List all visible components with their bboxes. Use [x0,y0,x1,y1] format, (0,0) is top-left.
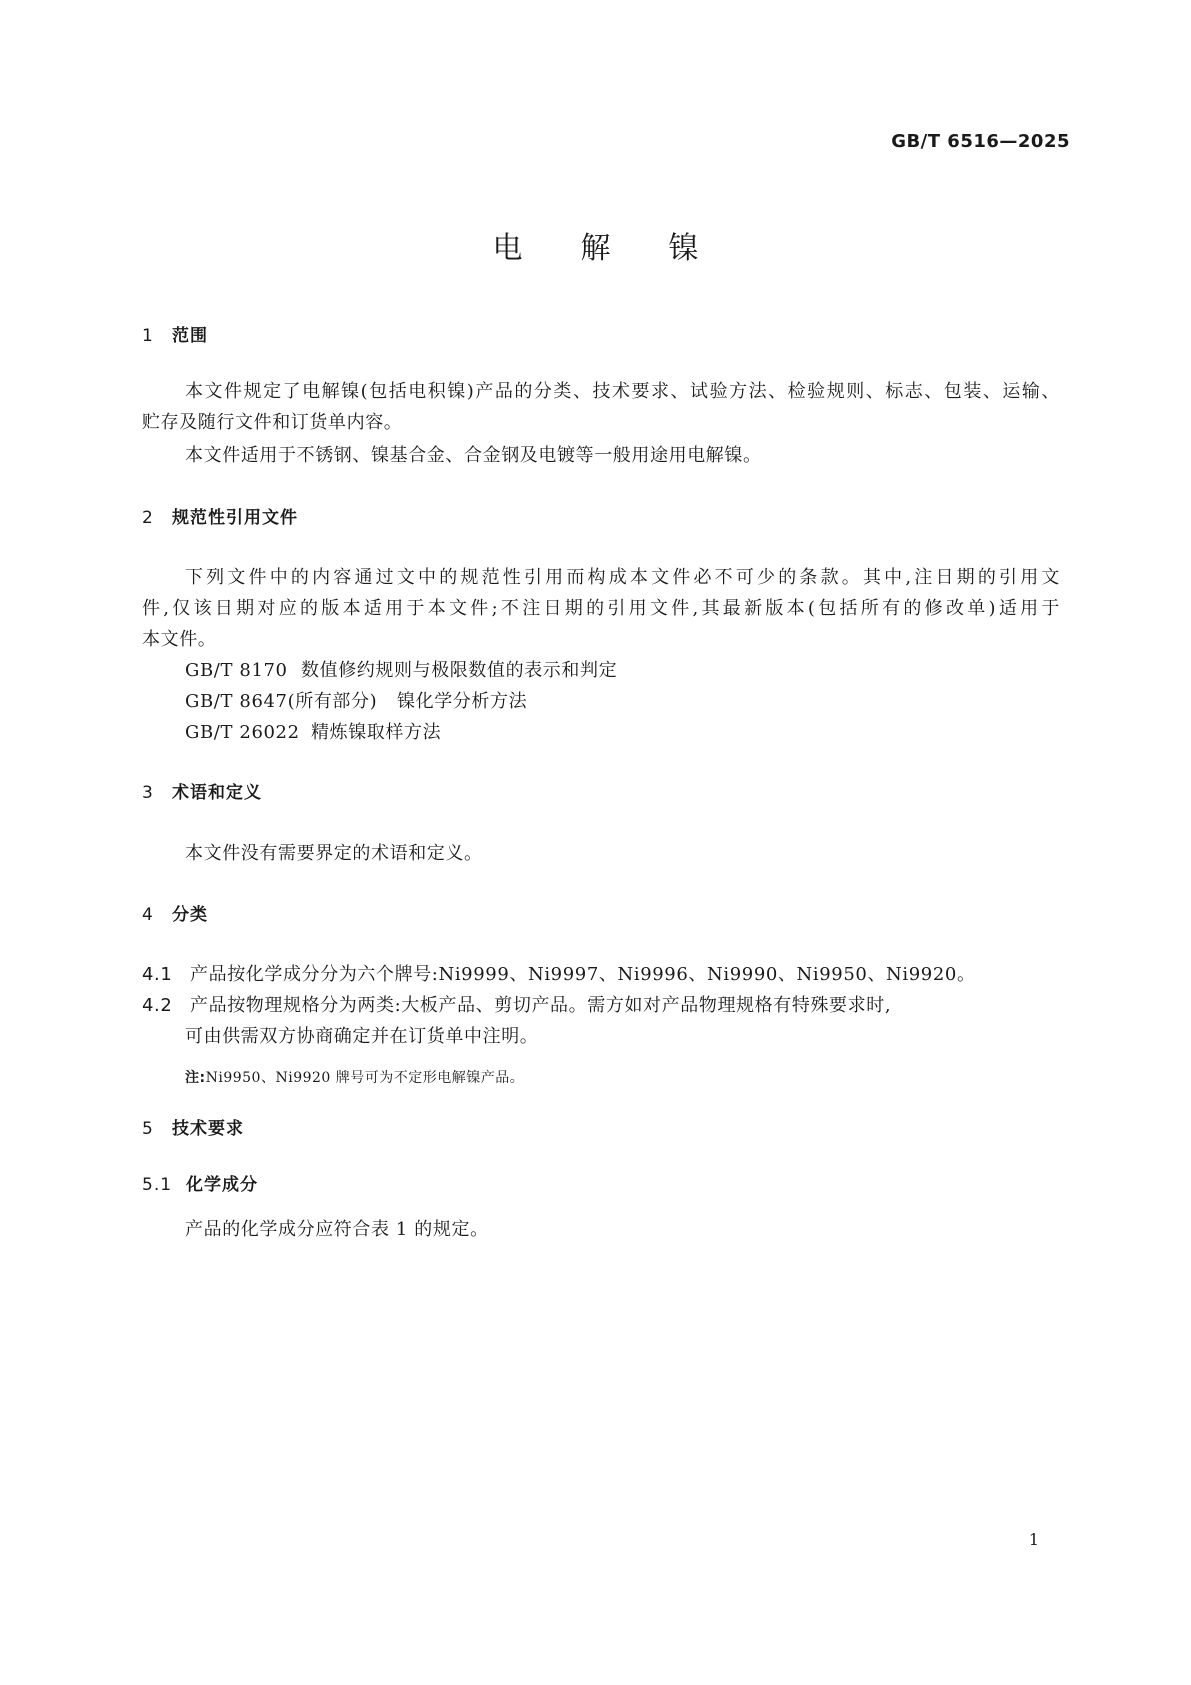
clause-4-2 [142,991,891,1017]
clause-text: 产品按物理规格分为两类:大板产品、剪切产品。需方如对产品物理规格有特殊要求时, [190,995,892,1016]
clause-text: 产品按化学成分分为六个牌号:Ni9999、Ni9997、Ni9996、Ni9990、Ni9950、Ni9920。 [190,964,976,985]
section-title: 术语和定义 [172,783,262,803]
section-2-heading [142,503,298,528]
standard-code: GB/T 6516—2025 [891,131,1070,152]
clause-4-1 [142,960,976,986]
note [185,1067,524,1087]
section-number: 1 [142,326,154,346]
scope-paragraph-line-2: 贮存及随行文件和订货单内容。 [142,412,403,433]
reference-code: GB/T 8647(所有部分) [185,691,378,712]
scope-paragraph-line-1: 本文件规定了电解镍(包括电积镍)产品的分类、技术要求、试验方法、检验规则、标志、包装、运输、 [185,381,1060,402]
references-paragraph-line-3: 本文件。 [142,629,217,650]
clause-number: 4.1 [142,964,173,985]
section-3-heading [142,778,262,803]
section-title: 分类 [172,905,208,925]
clause-number: 5.1 [142,1175,173,1195]
section-title: 范围 [172,326,208,346]
section-title: 技术要求 [172,1119,244,1139]
chemical-composition-paragraph: 产品的化学成分应符合表 1 的规定。 [185,1219,489,1240]
reference-item [185,718,441,744]
section-5-heading [142,1114,244,1139]
reference-title: 精炼镍取样方法 [311,722,442,743]
reference-item [185,656,617,682]
clause-5-1-heading [142,1170,258,1195]
reference-code: GB/T 8170 [185,660,288,681]
section-number: 4 [142,905,154,925]
reference-item [185,687,527,713]
references-paragraph-line-1: 下列文件中的内容通过文中的规范性引用而构成本文件必不可少的条款。其中,注日期的引用文 [185,567,1060,588]
clause-4-2-continuation: 可由供需双方协商确定并在订货单中注明。 [185,1026,539,1047]
clause-number: 4.2 [142,995,173,1016]
references-paragraph-line-2: 件,仅该日期对应的版本适用于本文件;不注日期的引用文件,其最新版本(包括所有的修改单)适用于 [142,598,1060,619]
terms-paragraph: 本文件没有需要界定的术语和定义。 [185,843,483,864]
document-title: 电解镍 [492,231,757,266]
note-label: 注: [185,1070,206,1086]
note-text: Ni9950、Ni9920 牌号可为不定形电解镍产品。 [205,1070,525,1086]
section-number: 3 [142,783,154,803]
reference-title: 镍化学分析方法 [397,691,528,712]
section-1-heading [142,321,208,346]
reference-code: GB/T 26022 [185,722,300,743]
page-number: 1 [1028,1530,1039,1549]
section-4-heading [142,900,208,925]
section-number: 5 [142,1119,154,1139]
reference-title: 数值修约规则与极限数值的表示和判定 [301,660,618,681]
section-number: 2 [142,508,154,528]
section-title: 规范性引用文件 [172,508,298,528]
clause-title: 化学成分 [186,1175,258,1195]
scope-applicability: 本文件适用于不锈钢、镍基合金、合金钢及电镀等一般用途用电解镍。 [185,445,762,466]
